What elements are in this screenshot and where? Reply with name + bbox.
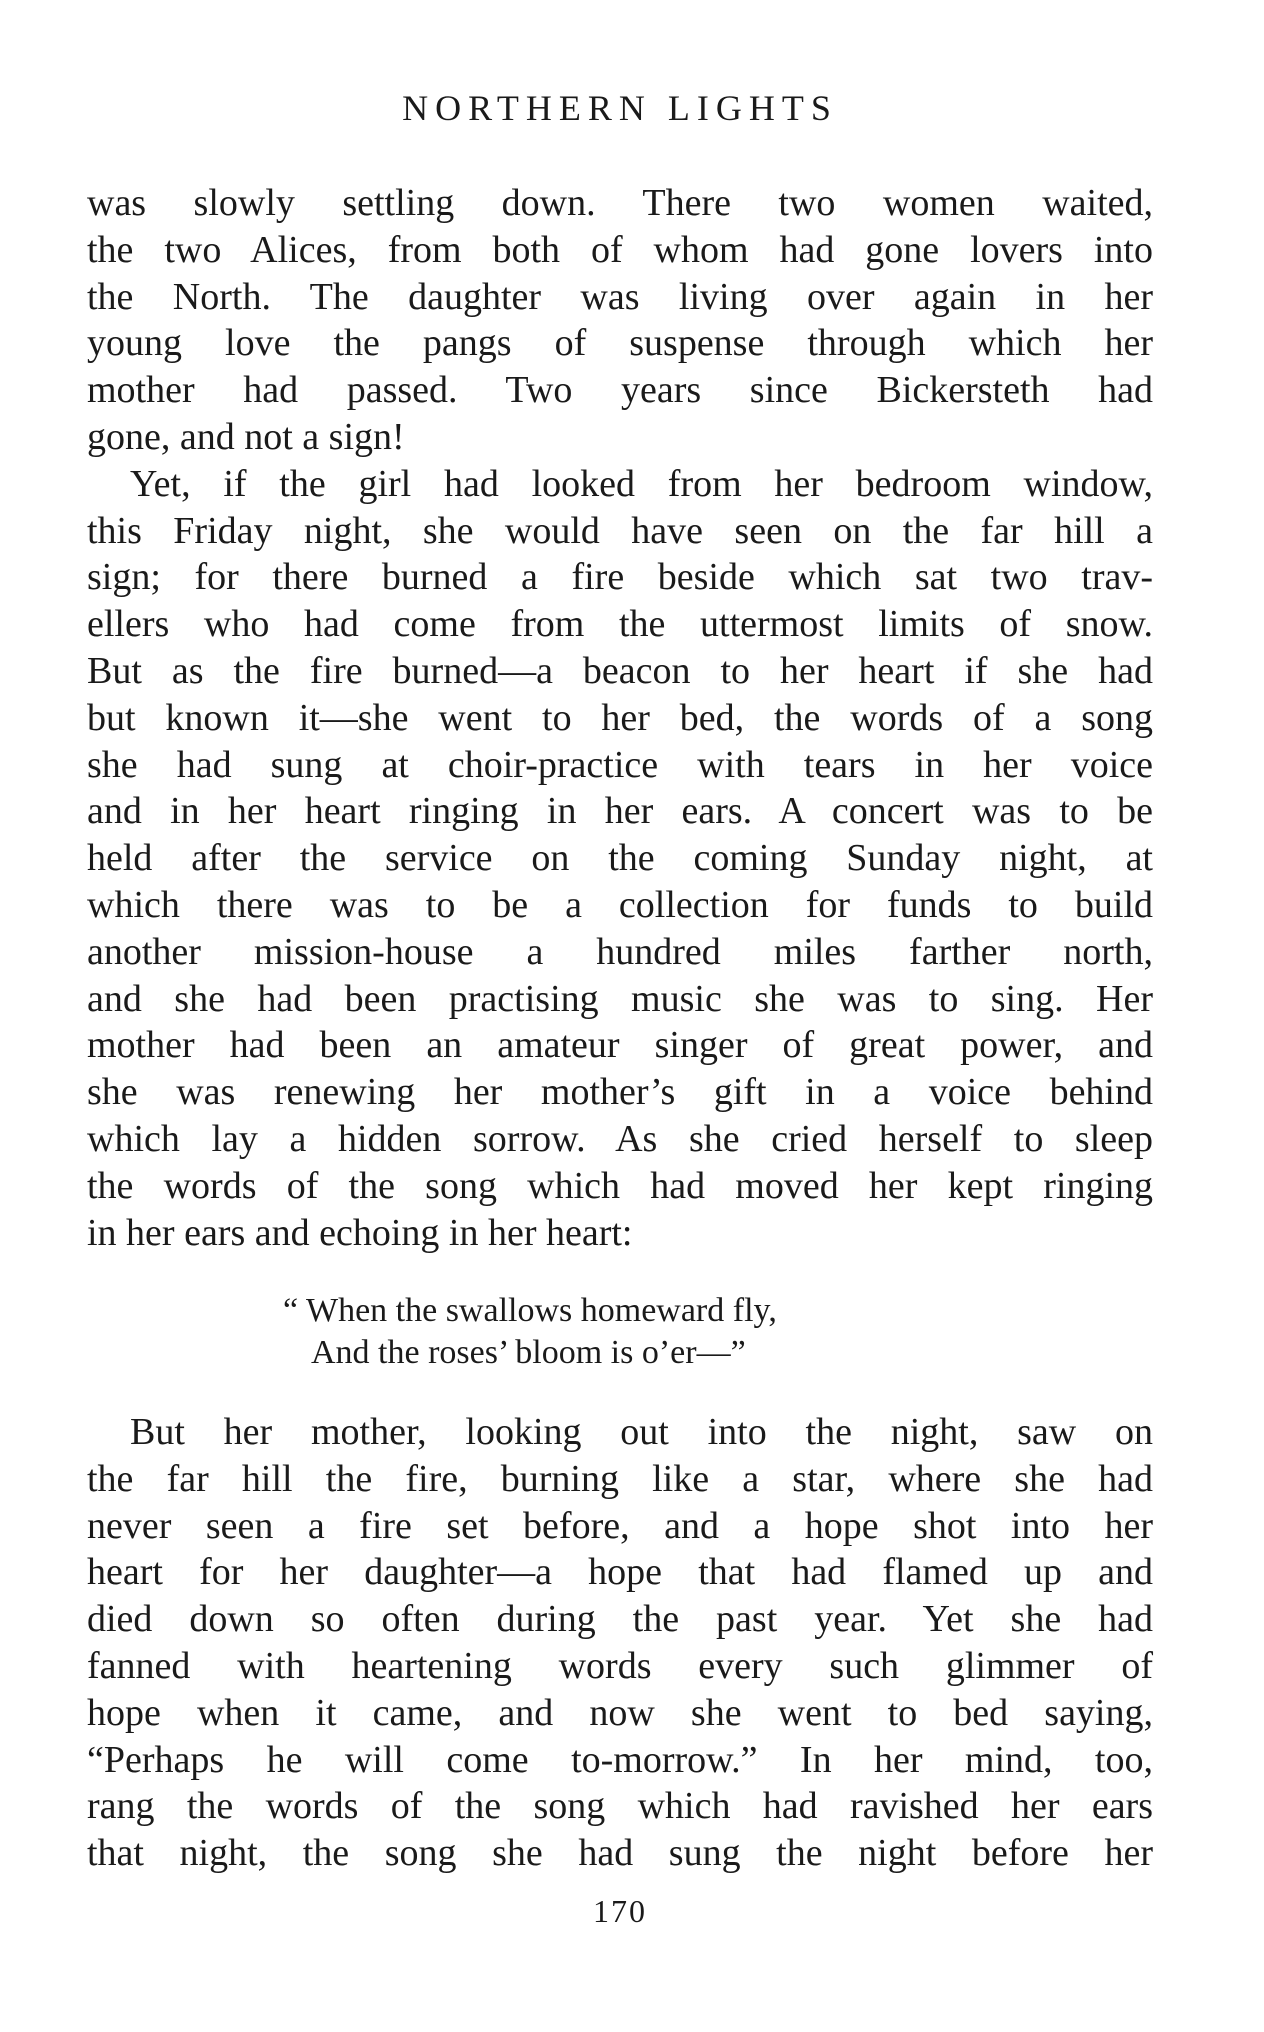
text-line: died down so often during the past year. Yet she had [87,1598,1153,1641]
text-line: young love the pangs of suspense through which her [87,322,1153,365]
text-block-lower [87,1409,1153,1877]
text-line: which there was to be a collection for funds to build [87,883,1153,926]
text-line: in her ears and echoing in her heart: [87,1211,633,1254]
text-line: this Friday night, she would have seen on the far hill a [87,509,1153,552]
song-verse [87,1290,1153,1374]
text-line: never seen a fire set before, and a hope shot into her [87,1504,1153,1547]
text-line: ellers who had come from the uttermost limits of snow. [87,603,1153,646]
text-line: “Perhaps he will come to-morrow.” In her mind, too, [87,1738,1153,1781]
text-line: the two Alices, from both of whom had gone lovers into [87,228,1153,271]
text-block-upper [87,180,1153,1256]
text-line: held after the service on the coming Sunday night, at [87,837,1153,880]
text-line: the North. The daughter was living over again in her [87,275,1153,318]
text-line: and she had been practising music she was to sing. Her [87,977,1153,1020]
text-line: mother had been an amateur singer of great power, and [87,1024,1153,1067]
text-line: But as the fire burned—a beacon to her heart if she had [87,649,1153,692]
text-line: which lay a hidden sorrow. As she cried herself to sleep [87,1117,1153,1160]
text-line: the far hill the fire, burning like a star, where she had [87,1457,1153,1500]
running-head: NORTHERN LIGHTS [402,88,838,128]
page-number: 170 [593,1893,647,1929]
text-line: Yet, if the girl had looked from her bedroom window, [130,462,1153,505]
text-line: But her mother, looking out into the night, saw on [130,1411,1153,1453]
text-line: another mission-house a hundred miles farther north, [87,930,1153,973]
text-line: but known it—she went to her bed, the words of a song [87,696,1153,739]
text-line: heart for her daughter—a hope that had flamed up and [87,1551,1153,1594]
text-line: hope when it came, and now she went to bed saying, [87,1691,1153,1734]
text-line: fanned with heartening words every such glimmer of [87,1644,1153,1687]
text-line: was slowly settling down. There two women waited, [87,182,1153,224]
text-line: she had sung at choir-practice with tears in her voice [87,743,1153,786]
text-line: mother had passed. Two years since Bickersteth had [87,369,1153,412]
text-line: that night, the song she had sung the night before her [87,1832,1153,1875]
text-line: the words of the song which had moved her kept ringing [87,1164,1153,1207]
text-line: and in her heart ringing in her ears. A concert was to be [87,790,1153,833]
text-line: gone, and not a sign! [87,415,405,458]
text-line: she was renewing her mother’s gift in a voice behind [87,1071,1153,1114]
verse-line: “ When the swallows homeward fly, [283,1292,777,1329]
text-line: rang the words of the song which had ravished her ears [87,1785,1153,1828]
verse-line: And the roses’ bloom is o’er—” [311,1334,746,1371]
text-line: sign; for there burned a fire beside which sat two trav- [87,556,1153,599]
